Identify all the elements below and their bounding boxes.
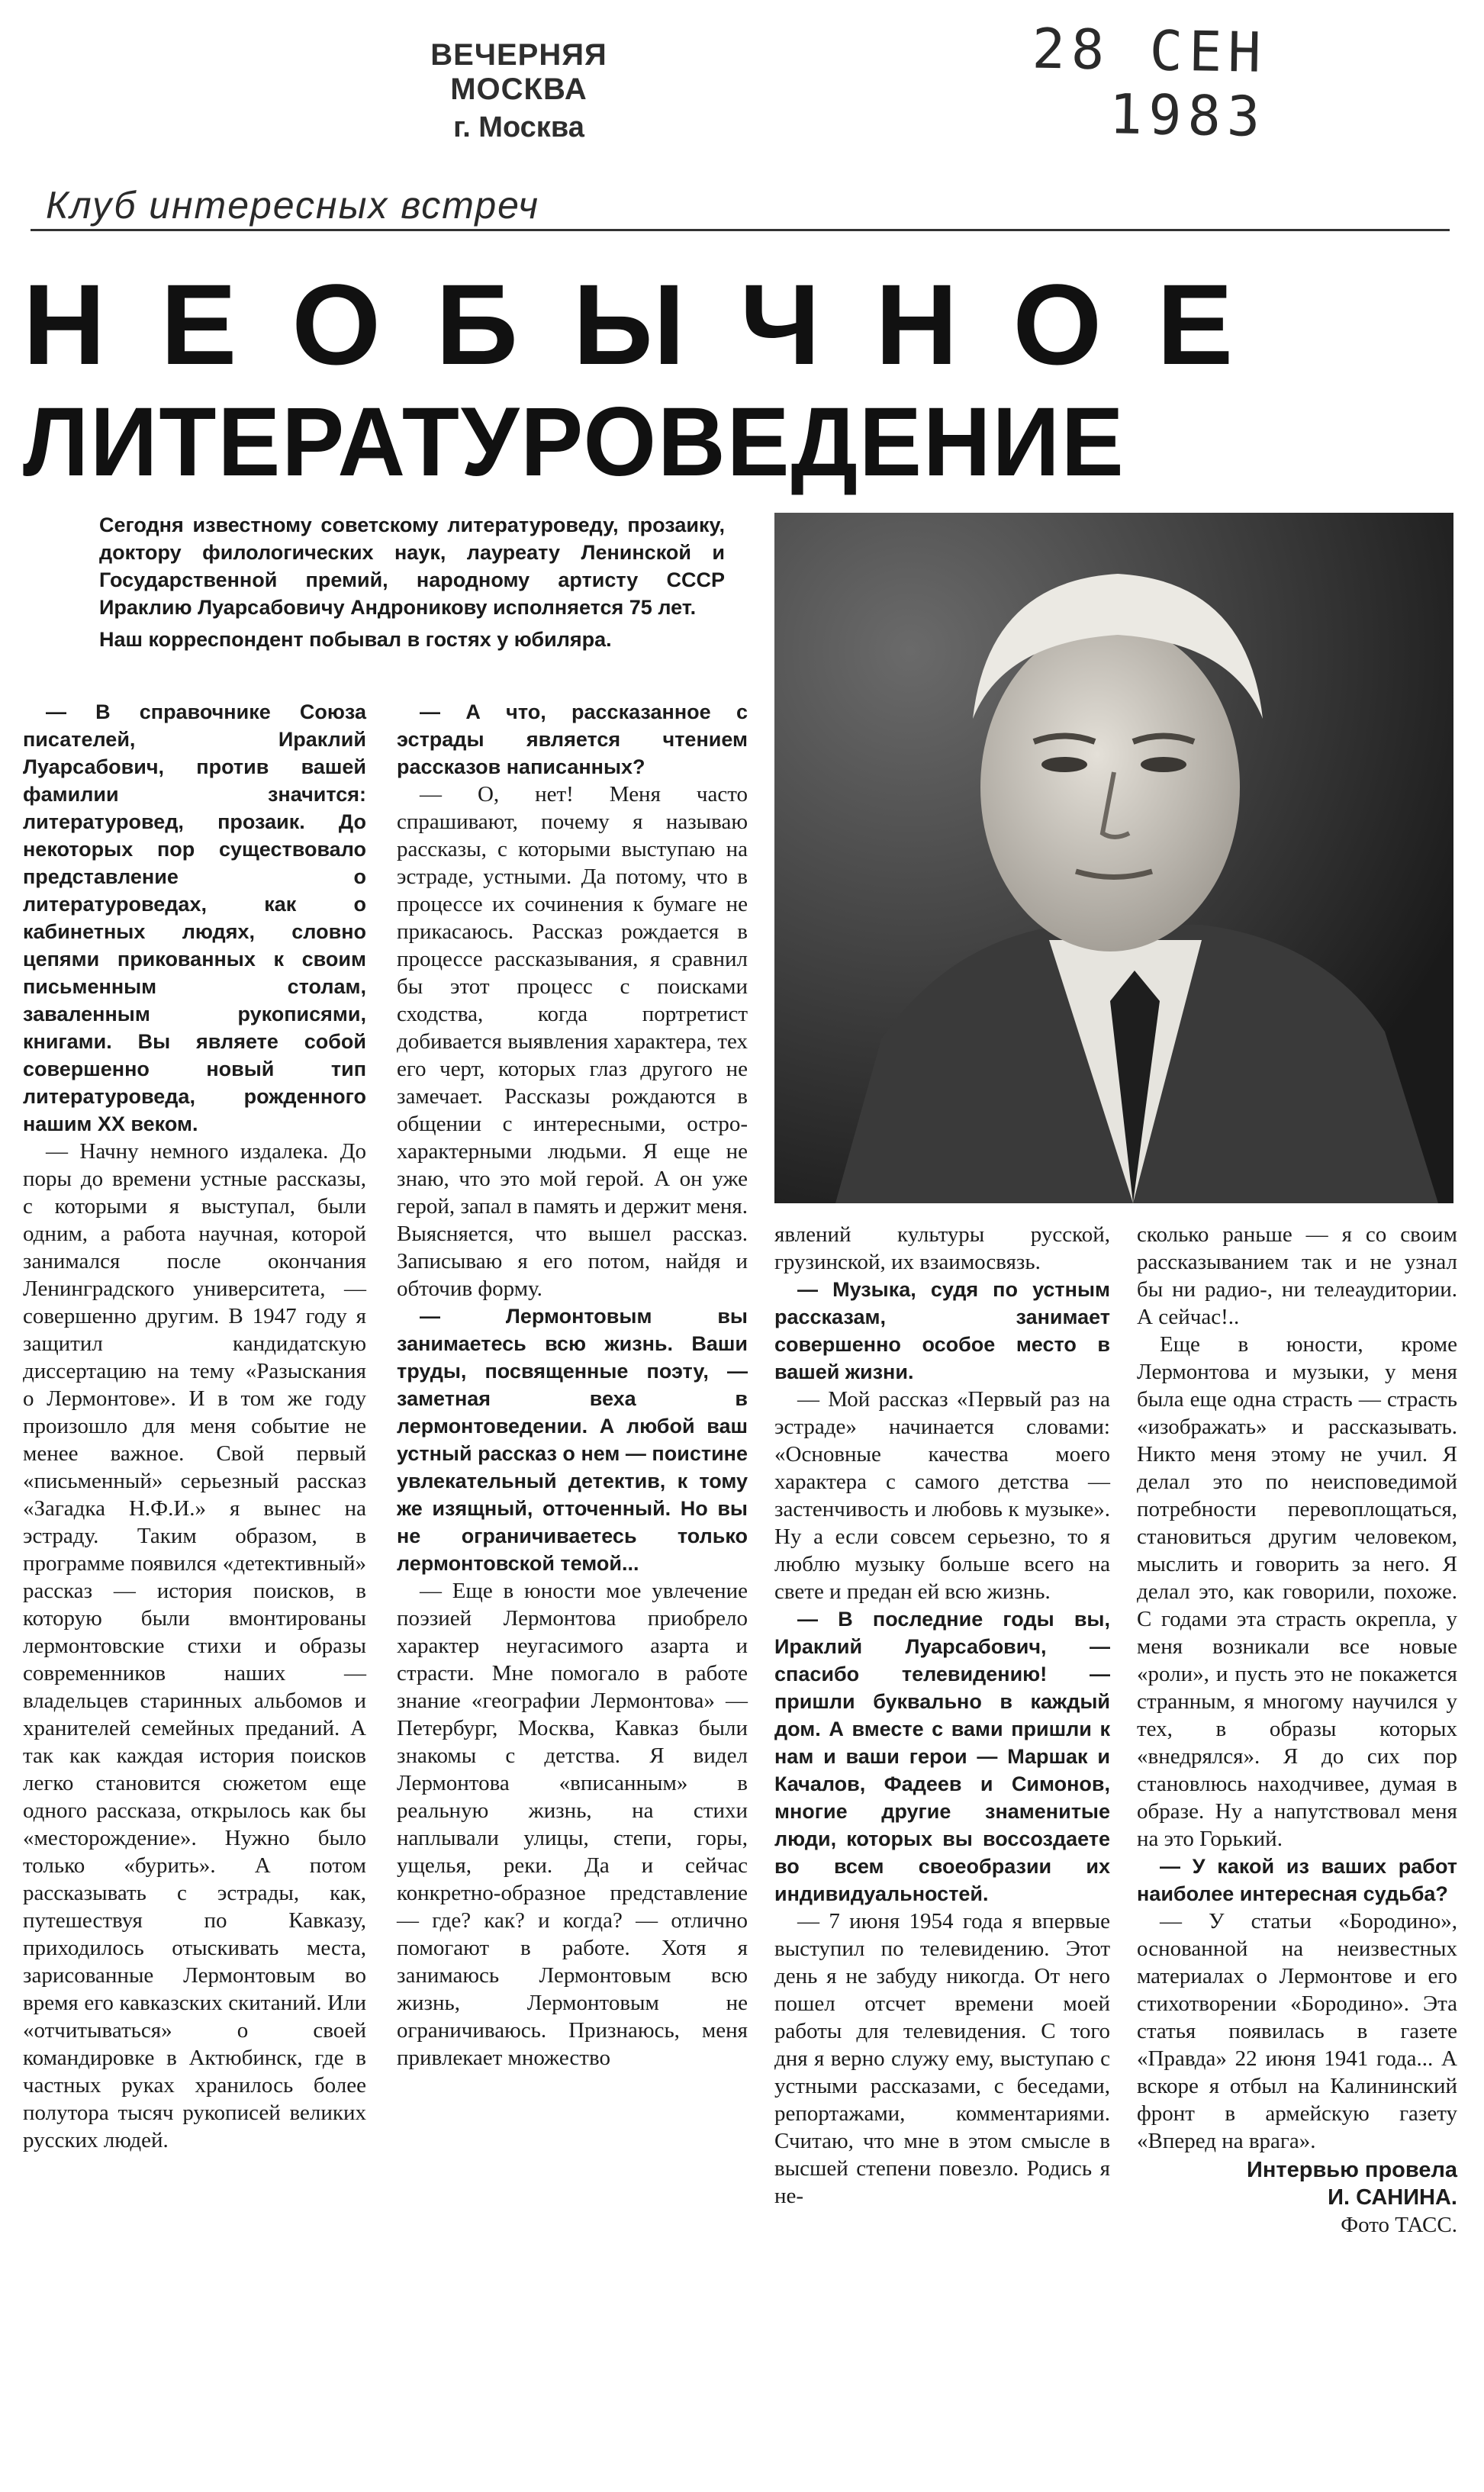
question-paragraph: — У какой из ваших работ наиболее интересная судьба? [1137, 1855, 1457, 1905]
question-paragraph: — В справочнике Союза писателей, Ираклий Луарсабович, против вашей фамилии значится: литературовед, прозаик. До некоторых пор существовало представление о литературоведах, как о кабинетных людях, словно цепями прикованных к своим письменным столам, заваленным рукописями, книгами. Вы являете собой совершенно новый тип литературоведа, рожденного нашим XX веком. [23, 700, 366, 1135]
newspaper-city: г. Москва [453, 111, 584, 143]
newspaper-name: ВЕЧЕРНЯЯ МОСКВА [430, 38, 607, 106]
headline-line-2: ЛИТЕРАТУРОВЕДЕНИЕ [23, 388, 1125, 497]
photo-credit: Фото ТАСС. [1341, 2213, 1457, 2237]
column-1 [23, 698, 366, 2154]
answer-paragraph: — У статьи «Бородино», основанной на неизвестных материалах о Лермонтове и его стихотворении «Бородино». Эта статья появилась в газете «Правда» 22 июня 1941 года... А вскоре я отбыл на Калининский фронт в армейскую газету «Вперед на врага». [1137, 1909, 1457, 2153]
portrait-illustration [774, 513, 1453, 1203]
column-2 [397, 698, 748, 2072]
answer-continuation: сколько раньше — я со своим рассказыванием так и не узнал бы ни радио-, ни телеаудитории. А сейчас!.. [1137, 1222, 1457, 1329]
answer-paragraph: Еще в юности, кроме Лермонтова и музыки, у меня была еще одна страсть — страсть «изображать» и рассказывать. Никто меня этому не учил. Я делал это по неисповедимой потребности перевоплощаться, становиться другим человеком, мыслить и говорить за него. Я делал это, как говорили, похоже. С годами эта страсть окрепла, у меня возникали все новые «роли», и пусть это не покажется странным, я многому научился у тех, в образы которых «внедрялся». Я до сих пор становлюсь находчивее, думая в образе. Ну а напутствовал меня на это Горький. [1137, 1332, 1457, 1851]
answer-paragraph: — О, нет! Меня часто спрашивают, почему я называю рассказы, с которыми выступаю на эстраде, устными. Да потому, что в процессе их сочинения к бумаге не прикасаюсь. Рассказ рождается в процессе рассказывания, я сравнил бы этот процесс с поисками сходства, когда портретист добивается выявления характера, тех его черт, которых глаз другого не замечает. Рассказы рождаются в общении с интересными, острохарактерными людьми. Я еще не знаю, что это мой герой. А он уже герой, запал в память и держит меня. Выясняется, что вышел рассказ. Записываю я его потом, найдя и обточив форму. [397, 782, 748, 1301]
signature-block [1137, 2156, 1457, 2239]
answer-continuation: явлений культуры русской, грузинской, их взаимосвязь. [774, 1222, 1110, 1274]
lead-text: Сегодня известному советскому литературоведу, прозаику, доктору филологических наук, лауреату Ленинской и Государственной премий, народному артисту СССР Ираклию Луарсабовичу Андроникову исполняется 75 лет. [99, 514, 725, 619]
question-paragraph: — Музыка, судя по устным рассказам, занимает совершенно особое место в вашей жизни. [774, 1278, 1110, 1383]
right-eye-shape [1141, 757, 1186, 772]
portrait-photo [774, 513, 1453, 1203]
answer-paragraph: — Мой рассказ «Первый раз на эстраде» начинается словами: «Основные качества моего характера с самого детства — застенчивость и любовь к музыке». Ну а если совсем серьезно, то я люблю музыку больше всего на свете и предан ей всю жизнь. [774, 1387, 1110, 1604]
left-eye-shape [1041, 757, 1087, 772]
lead-paragraph [99, 511, 725, 658]
question-paragraph: — В последние годы вы, Ираклий Луарсабович, — спасибо телевидению! — пришли буквально в каждый дом. А вместе с вами пришли к нам и ваши герои — Маршак и Качалов, Фадеев и Симонов, многие другие знаменитые люди, которых вы воссоздаете во всем своеобразии их индивидуальностей. [774, 1608, 1110, 1905]
date-stamp: 28 СЕН 1983 [1031, 16, 1268, 149]
question-paragraph: — Лермонтовым вы занимаетесь всю жизнь. Ваши труды, посвященные поэту, — заметная веха в лермонтоведении. А любой ваш устный рассказ о нем — поистине увлекательный детектив, к тому же изящный, отточенный. Но вы не ограничиваетесь только лермонтовской темой... [397, 1305, 748, 1575]
answer-paragraph: — Еще в юности мое увлечение поэзией Лермонтова приобрело характер неугасимого азарта и страсти. Мне помогало в работе знание «географии Лермонтова» — Петербург, Москва, Кавказ были знакомы с детства. Я видел Лермонтова «вписанным» в реальную жизнь, на стихи наплывали улицы, степи, горы, ущелья, реки. Да и сейчас конкретно-образное представление — где? как? и когда? — отлично помогают в работе. Хотя я занимаюсь Лермонтовым всю жизнь, Лермонтовым не ограничиваюсь. Признаюсь, меня привлекает множество [397, 1579, 748, 2070]
question-paragraph: — А что, рассказанное с эстрады является чтением рассказов написанных? [397, 700, 748, 778]
rubric [31, 183, 1450, 231]
interviewer-line: Интервью провела [1247, 2158, 1457, 2182]
masthead-stamp [359, 38, 679, 144]
rubric-label: Клуб интересных встреч [46, 184, 540, 227]
answer-paragraph: — Начну немного издалека. До поры до времени устные рассказы, с которыми я выступал, были одним, а работа научная, которой занимался после окончания Ленинградского университета, — совершенно другим. В 1947 году я защитил кандидатскую диссертацию на тему «Разыскания о Лермонтове». И в том же году произошло для меня событие не менее важное. Свой первый «письменный» серьезный рассказ «Загадка Н.Ф.И.» я вынес на эстраду. Таким образом, в программе появился «детективный» рассказ — история поисков, в которую были вмонтированы лермонтовские стихи и образы современников наших — владельцев старинных альбомов и хранителей семейных преданий. А так как каждая история поисков легко становится сюжетом еще одного рассказа, открылось как бы «месторождение». Нужно было только «бурить». А потом рассказывать с эстрады, как, путешествуя по Кавказу, приходилось отыскивать места, зарисованные Лермонтовым во время его кавказских скитаний. Или «отчитываться» о своей командировке в Актюбинск, где в частных руках хранилось более полутора тысяч рукописей великих русских людей. [23, 1139, 366, 2152]
interviewer-name: И. САНИНА. [1328, 2185, 1457, 2210]
answer-paragraph: — 7 июня 1954 года я впервые выступил по телевидению. Этот день я не забуду никогда. От него пошел отсчет времени моей работы для телевидения. С того дня я верно служу ему, выступаю с устными рассказами, с беседами, репортажами, комментариями. Считаю, что мне в этом смысле в высшей степени повезло. Родись я не- [774, 1909, 1110, 2208]
lead-text: Наш корреспондент побывал в гостях у юбиляра. [99, 628, 612, 651]
column-4 [1137, 1221, 1457, 2239]
headline-line-1: НЕОБЫЧНОЕ [23, 260, 1289, 388]
column-3 [774, 1221, 1110, 2210]
